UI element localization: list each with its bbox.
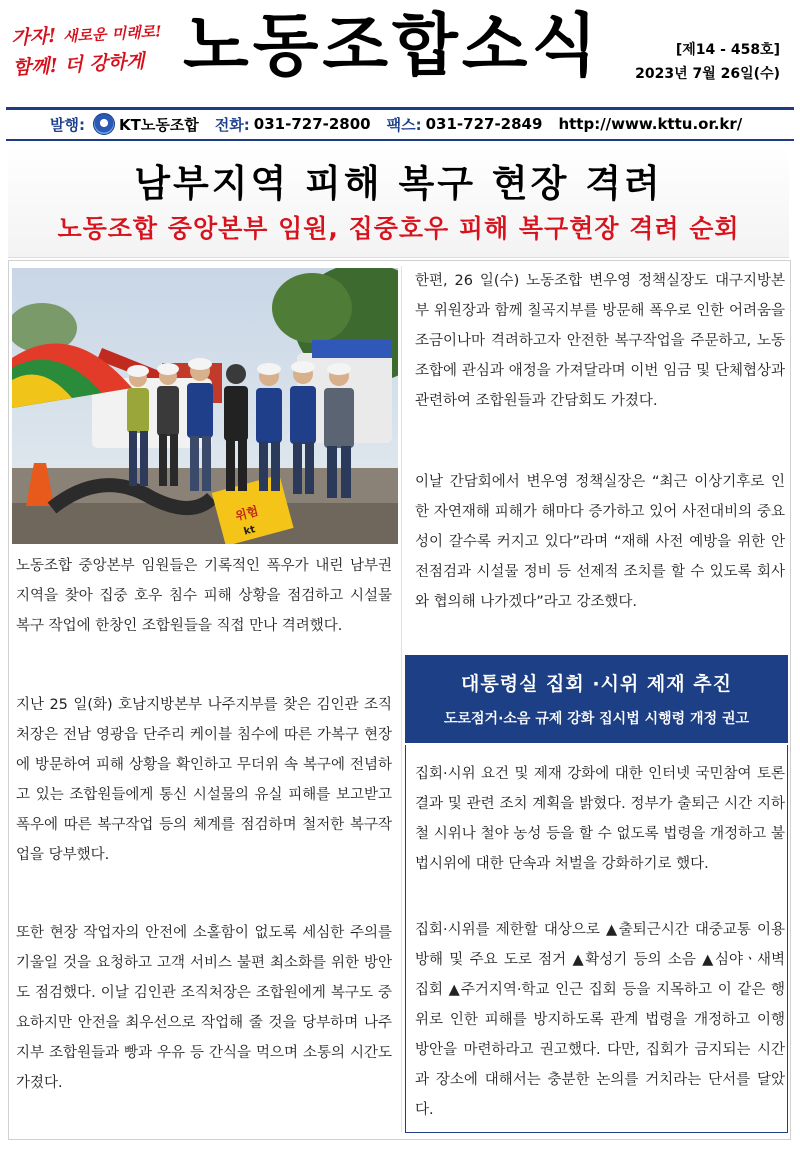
paper-title: 노동조합소식 (183, 7, 602, 86)
photo-sign-kt: kt (242, 524, 257, 538)
slogan (11, 16, 174, 83)
kttu-logo-icon (93, 113, 115, 135)
photo-sign-danger: 위험 (233, 503, 260, 524)
box-article-header (405, 655, 788, 743)
left-paragraph-2: 지난 25 일(화) 호남지방본부 나주지부를 찾은 김인관 조직처장은 전남 영광읍 단주리 케이블 침수에 따른 가복구 현장에 방문하여 피해 상황을 확인하고 무더위 속 복구에 전념하고 있는 조합원들에게 통신 시설물의 유실 피해를 보고받고 폭우에 따른 복구작업 등의 체계를 점검하며 철저한 복구작업을 당부했다. (16, 697, 392, 863)
bottom-rule (6, 139, 794, 141)
box-paragraph-2: 집회·시위를 제한할 대상으로 ▲출퇴근시간 대중교통 이용 방해 및 주요 도로 점거 ▲확성기 등의 소음 ▲심야ㆍ새벽 집회 ▲주거지역·학교 인근 집회 등을 지목하고 이 같은 행위로 인한 피해를 방지하도록 관계 법령을 개정하고 이행 방안을 마련하라고 권고했다. 다만, 집회가 금지되는 시간과 장소에 대해서는 충분한 논의를 거치라는 단서를 달았다. (415, 922, 785, 1118)
slogan-small-1: 새로운 미래로! (62, 22, 163, 46)
recovery-site-photo (12, 268, 398, 544)
article-photo (12, 268, 398, 544)
phone-number: 031-727-2800 (253, 115, 371, 133)
left-paragraph-3: 또한 현장 작업자의 안전에 소홀함이 없도록 세심한 주의를 기울일 것을 요청하고 고객 서비스 불편 최소화를 위한 방안도 점검했다. 이날 김인관 조직처장은 조합원에게 복구도 중요하지만 안전을 최우선으로 작업해 줄 것을 당부하며 나주지부 조합원들과 빵과 우유 등 간식을 먹으며 소통의 시간도 가졌다. (16, 925, 392, 1091)
issue-info (635, 38, 780, 86)
top-rule (6, 107, 794, 110)
headline: 남부지역 피해 복구 현장 격려 (134, 162, 663, 205)
box-paragraph-1: 집회·시위 요건 및 제재 강화에 대한 인터넷 국민참여 토론 결과 및 관련 조치 계획을 밝혔다. 정부가 출퇴근 시간 지하철 시위나 철야 농성 등을 할 수 없도록 법령을 개정하고 불법시위에 대한 단속과 처벌을 강화하기로 했다. (415, 766, 785, 872)
slogan-big-1: 가자! (10, 24, 57, 50)
website-link[interactable]: http://www.kttu.or.kr/ (558, 115, 743, 133)
fax-number: 031-727-2849 (425, 115, 543, 133)
right-paragraph-1: 한편, 26 일(수) 노동조합 변우영 정책실장도 대구지방본부 위원장과 함께 칠곡지부를 방문해 폭우로 인한 어려움을 조금이나마 격려하고자 안전한 복구작업을 주문하고, 노동조합에 관심과 애정을 가져달라며 이번 임금 및 단체협상과 관련하여 조합원들과 간담회도 가졌다. (415, 273, 785, 409)
box-article-subtitle: 도로점거·소음 규제 강화 집시법 시행령 개정 권고 (443, 711, 750, 727)
slogan-big-2: 함께! (12, 54, 59, 80)
phone-label: 전화: (214, 115, 250, 134)
issue-date: 2023년 7월 26일(수) (635, 66, 780, 82)
subheadline: 노동조합 중앙본부 임원, 집중호우 피해 복구현장 격려 순회 (57, 214, 740, 243)
column-divider (401, 266, 402, 1132)
masthead (0, 0, 800, 100)
publisher-label: 발행: (50, 115, 85, 134)
right-paragraph-2: 이날 간담회에서 변우영 정책실장은 “최근 이상기후로 인한 자연재해 피해가 해마다 증가하고 있어 사전대비의 중요성이 갈수록 커지고 있다”라며 “재해 사전 예방을 위한 안전점검과 시설물 정비 등 선제적 조치를 할 수 있도록 회사와 협의해 나가겠다”라고 강조했다. (415, 474, 785, 610)
publisher-bar (0, 111, 800, 137)
left-paragraph-1: 노동조합 중앙본부 임원들은 기록적인 폭우가 내린 남부권 지역을 찾아 집중 호우 침수 피해 상황을 점검하고 시설물 복구 작업에 한창인 조합원들을 직접 만나 격려했다. (16, 558, 392, 634)
headline-box (8, 145, 789, 258)
box-article-title: 대통령실 집회 ·시위 제재 추진 (461, 673, 732, 695)
fax-label: 팩스: (386, 115, 422, 134)
publisher-name: KT노동조합 (118, 115, 199, 134)
issue-number: [제14 - 458호] (675, 42, 780, 58)
slogan-small-2: 더 강하게 (63, 50, 145, 77)
